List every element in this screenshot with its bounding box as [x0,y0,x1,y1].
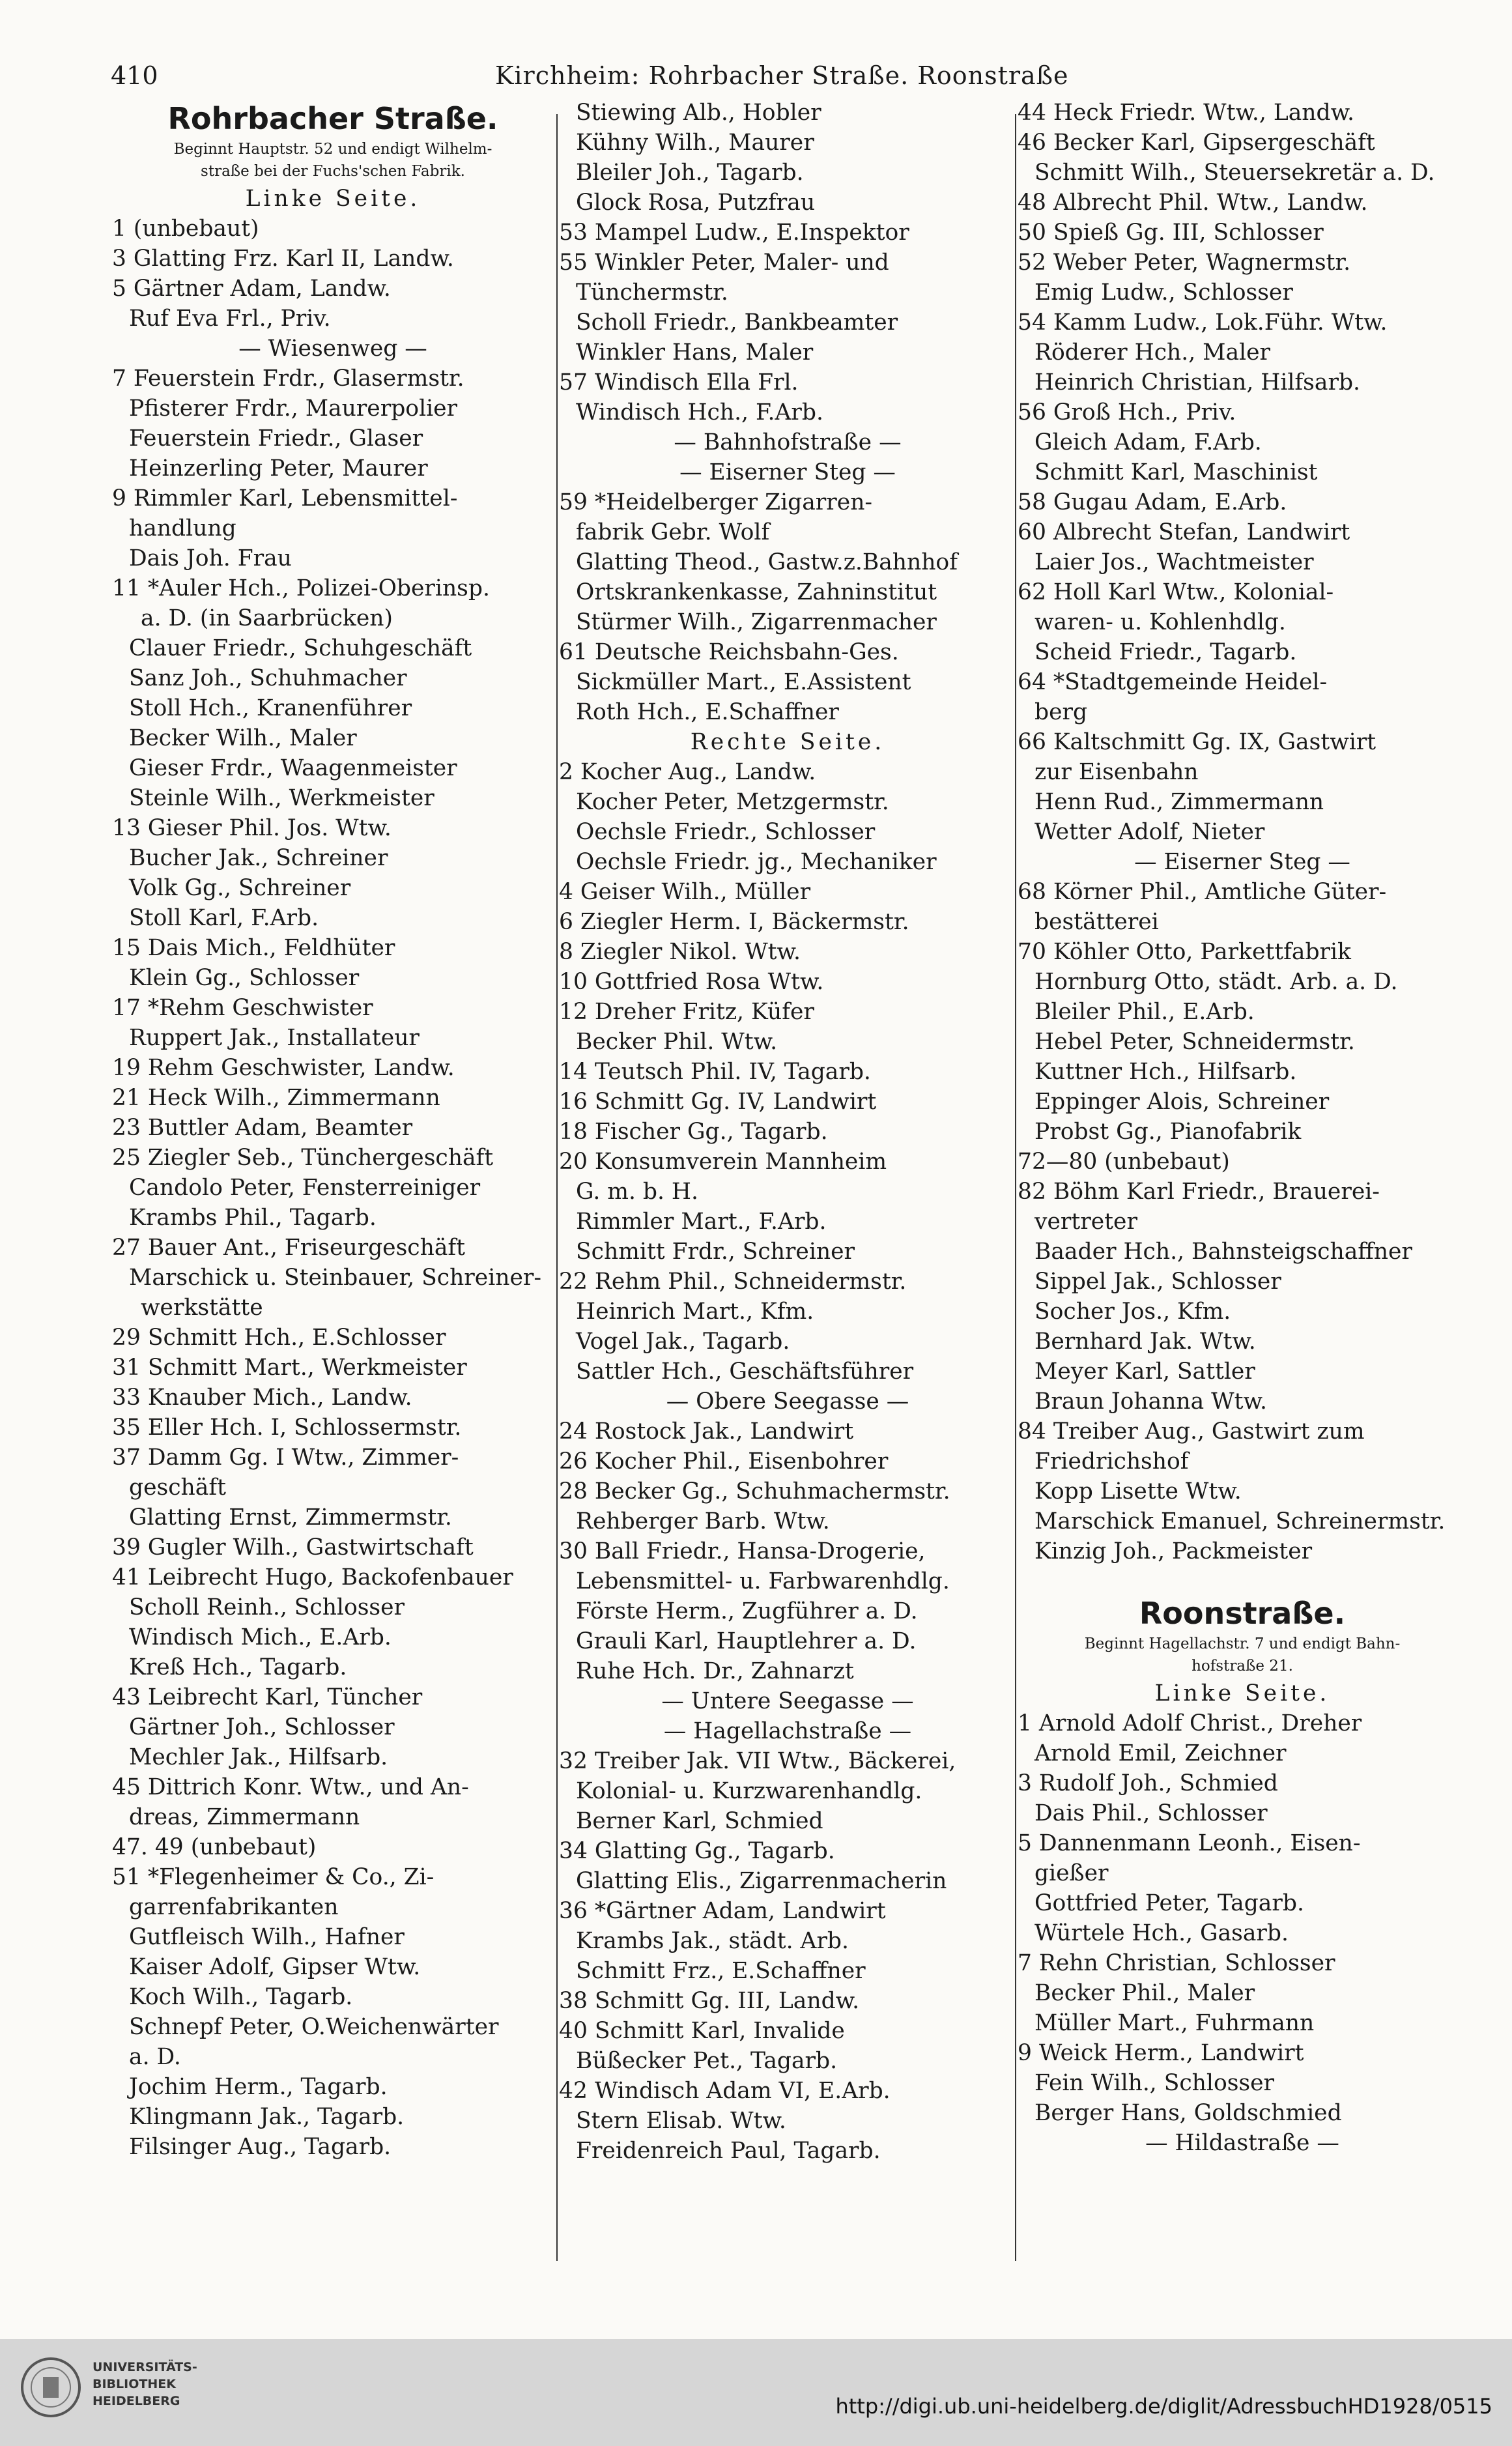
directory-entry: Bleiler Phil., E.Arb. [1034,999,1255,1025]
directory-entry: 42 Windisch Adam VI, E.Arb. [559,2078,891,2104]
directory-entry: Pfisterer Frdr., Maurerpolier [129,396,458,422]
directory-entry: 54 Kamm Ludw., Lok.Führ. Wtw. [1018,309,1388,336]
directory-entry: Rehberger Barb. Wtw. [576,1508,830,1534]
directory-entry: Marschick u. Steinbauer, Schreiner- [129,1265,542,1291]
directory-entry: 7 Feuerstein Frdr., Glasermstr. [112,366,464,392]
directory-entry: Kreß Hch., Tagarb. [129,1654,347,1680]
side-heading: Linke Seite. [245,186,421,212]
directory-entry: 20 Konsumverein Mannheim [559,1149,887,1175]
street-description: Beginnt Hauptstr. 52 und endigt Wilhelm- [173,141,492,158]
directory-entry: Scholl Friedr., Bankbeamter [576,309,898,336]
directory-entry: Gieser Frdr., Waagenmeister [129,755,457,781]
directory-entry: Friedrichshof [1034,1448,1189,1475]
directory-entry: Jochim Herm., Tagarb. [129,2074,388,2100]
directory-entry: Heinrich Mart., Kfm. [576,1299,814,1325]
directory-entry: Bucher Jak., Schreiner [129,845,388,871]
directory-entry: Stern Elisab. Wtw. [576,2108,786,2134]
directory-entry: Windisch Mich., E.Arb. [129,1624,392,1650]
page-header [111,56,1466,95]
directory-entry: 3 Glatting Frz. Karl II, Landw. [112,246,454,272]
cross-street: — Hagellachstraße — [663,1718,912,1744]
directory-entry: 18 Fischer Gg., Tagarb. [559,1119,828,1145]
directory-entry: Probst Gg., Pianofabrik [1034,1119,1302,1145]
directory-entry: 9 Weick Herm., Landwirt [1018,2040,1304,2066]
directory-entry: Koch Wilh., Tagarb. [129,1984,353,2010]
directory-entry: 28 Becker Gg., Schuhmachermstr. [559,1478,950,1504]
directory-entry: 40 Schmitt Karl, Invalide [559,2018,845,2044]
seal-icon [20,2356,82,2419]
directory-entry: Kocher Peter, Metzgermstr. [576,789,889,815]
directory-entry: Krambs Phil., Tagarb. [129,1205,377,1231]
directory-entry: Grauli Karl, Hauptlehrer a. D. [576,1628,917,1654]
cross-street: — Wiesenweg — [238,336,427,362]
logo-line: BIBLIOTHEK [93,2377,176,2391]
directory-entry: 70 Köhler Otto, Parkettfabrik [1018,939,1351,965]
directory-entry: Krambs Jak., städt. Arb. [576,1928,849,1954]
directory-entry: waren- u. Kohlenhdlg. [1034,609,1286,635]
directory-entry: Laier Jos., Wachtmeister [1034,549,1314,575]
directory-entry: Sattler Hch., Geschäftsführer [576,1359,914,1385]
side-heading: Linke Seite. [1154,1680,1330,1706]
directory-entry: Glock Rosa, Putzfrau [576,190,816,216]
directory-entry: 5 Dannenmann Leonh., Eisen- [1018,1830,1361,1856]
directory-entry: 25 Ziegler Seb., Tünchergeschäft [112,1145,494,1171]
directory-entry: Winkler Hans, Maler [576,339,814,366]
directory-entry: zur Eisenbahn [1034,759,1199,785]
directory-entry: Becker Phil., Maler [1034,1980,1255,2006]
logo-line: UNIVERSITÄTS- [93,2360,197,2374]
directory-entry: 37 Damm Gg. I Wtw., Zimmer- [112,1445,459,1471]
directory-entry: 36 *Gärtner Adam, Landwirt [559,1898,886,1924]
directory-entry: Schmitt Frdr., Schreiner [576,1239,855,1265]
directory-entry: 50 Spieß Gg. III, Schlosser [1018,220,1324,246]
directory-entry: Heinzerling Peter, Maurer [129,455,428,482]
directory-entry: Bernhard Jak. Wtw. [1034,1329,1256,1355]
directory-entry: Glatting Theod., Gastw.z.Bahnhof [576,549,958,575]
directory-entry: Vogel Jak., Tagarb. [576,1329,790,1355]
directory-entry: Gottfried Peter, Tagarb. [1034,1890,1304,1916]
directory-entry: Gärtner Joh., Schlosser [129,1714,395,1740]
directory-entry: 29 Schmitt Hch., E.Schlosser [112,1325,446,1351]
directory-entry: Müller Mart., Fuhrmann [1034,2010,1315,2036]
directory-entry: Berger Hans, Goldschmied [1034,2100,1342,2126]
directory-entry: garrenfabrikanten [129,1894,339,1920]
directory-entry: 14 Teutsch Phil. IV, Tagarb. [559,1059,871,1085]
directory-entry: Lebensmittel- u. Farbwarenhdlg. [576,1568,950,1594]
directory-entry: 43 Leibrecht Karl, Tüncher [112,1684,423,1710]
directory-entry: 66 Kaltschmitt Gg. IX, Gastwirt [1018,729,1376,755]
directory-entry: 24 Rostock Jak., Landwirt [559,1418,854,1445]
directory-entry: Kuttner Hch., Hilfsarb. [1034,1059,1297,1085]
directory-entry: Stoll Karl, F.Arb. [129,905,319,931]
directory-entry: Becker Phil. Wtw. [576,1029,778,1055]
directory-entry: Braun Johanna Wtw. [1034,1388,1267,1415]
directory-entry: Schmitt Wilh., Steuersekretär a. D. [1034,160,1435,186]
directory-entry: 58 Gugau Adam, E.Arb. [1018,489,1287,515]
directory-entry: Schnepf Peter, O.Weichenwärter [129,2014,499,2040]
directory-entry: Scheid Friedr., Tagarb. [1034,639,1297,665]
directory-entry: Schmitt Frz., E.Schaffner [576,1958,866,1984]
directory-entry: 8 Ziegler Nikol. Wtw. [559,939,801,965]
directory-entry: 30 Ball Friedr., Hansa-Drogerie, [559,1538,926,1564]
directory-entry: Glatting Elis., Zigarrenmacherin [576,1868,947,1894]
directory-entry: Kopp Lisette Wtw. [1034,1478,1242,1504]
directory-entry: Freidenreich Paul, Tagarb. [576,2138,881,2164]
directory-entry: 13 Gieser Phil. Jos. Wtw. [112,815,392,841]
directory-entry: 15 Dais Mich., Feldhüter [112,935,395,961]
directory-entry: 51 *Flegenheimer & Co., Zi- [112,1864,435,1890]
cross-street: — Eiserner Steg — [679,459,896,485]
directory-entry: 38 Schmitt Gg. III, Landw. [559,1988,860,2014]
directory-entry: Schmitt Karl, Maschinist [1034,459,1318,485]
directory-entry: Emig Ludw., Schlosser [1034,280,1293,306]
directory-entry: Roth Hch., E.Schaffner [576,699,839,725]
directory-entry: 53 Mampel Ludw., E.Inspektor [559,220,909,246]
directory-entry: Ruhe Hch. Dr., Zahnarzt [576,1658,854,1684]
page-number: 410 [111,61,158,90]
directory-entry: 47. 49 (unbebaut) [112,1834,317,1860]
directory-entry: 7 Rehn Christian, Schlosser [1018,1950,1335,1976]
directory-entry: Büßecker Pet., Tagarb. [576,2048,838,2074]
directory-entry: 60 Albrecht Stefan, Landwirt [1018,519,1350,545]
directory-entry: 34 Glatting Gg., Tagarb. [559,1838,835,1864]
directory-entry: Candolo Peter, Fensterreiniger [129,1175,481,1201]
directory-entry: 68 Körner Phil., Amtliche Güter- [1018,879,1387,905]
directory-entry: 62 Holl Karl Wtw., Kolonial- [1018,579,1334,605]
directory-entry: Stürmer Wilh., Zigarrenmacher [576,609,937,635]
directory-entry: Ruf Eva Frl., Priv. [129,306,331,332]
directory-entry: Heinrich Christian, Hilfsarb. [1034,369,1360,396]
directory-entry: Sippel Jak., Schlosser [1034,1269,1281,1295]
directory-entry: Röderer Hch., Maler [1034,339,1270,366]
directory-entry: gießer [1034,1860,1109,1886]
column-rule [556,114,558,2261]
street-heading: Roonstraße. [1139,1596,1346,1631]
directory-entry: 2 Kocher Aug., Landw. [559,759,816,785]
directory-entry: 72—80 (unbebaut) [1018,1149,1230,1175]
directory-entry: Kühny Wilh., Maurer [576,130,814,156]
directory-entry: 35 Eller Hch. I, Schlossermstr. [112,1415,462,1441]
column-right [1018,98,1467,2267]
directory-entry: 48 Albrecht Phil. Wtw., Landw. [1018,190,1368,216]
directory-entry: Mechler Jak., Hilfsarb. [129,1744,388,1770]
directory-entry: Klingmann Jak., Tagarb. [129,2104,405,2130]
directory-entry: bestätterei [1034,909,1159,935]
directory-entry: 26 Kocher Phil., Eisenbohrer [559,1448,889,1475]
directory-entry: Wetter Adolf, Nieter [1034,819,1265,845]
directory-entry: Windisch Hch., F.Arb. [576,399,823,425]
directory-entry: 10 Gottfried Rosa Wtw. [559,969,824,995]
directory-entry: Becker Wilh., Maler [129,725,357,751]
logo-line: HEIDELBERG [93,2394,180,2408]
cross-street: — Bahnhofstraße — [674,429,902,455]
directory-entry: Oechsle Friedr., Schlosser [576,819,876,845]
directory-entry: Oechsle Friedr. jg., Mechaniker [576,849,937,875]
directory-entry: Glatting Ernst, Zimmermstr. [129,1504,452,1531]
directory-entry: 9 Rimmler Karl, Lebensmittel- [112,485,458,511]
directory-entry: 56 Groß Hch., Priv. [1018,399,1236,425]
directory-entry: Würtele Hch., Gasarb. [1034,1920,1289,1946]
directory-entry: Steinle Wilh., Werkmeister [129,785,435,811]
directory-entry: 5 Gärtner Adam, Landw. [112,276,391,302]
column-left [112,98,554,2267]
directory-entry: werkstätte [141,1295,263,1321]
directory-entry: 19 Rehm Geschwister, Landw. [112,1055,455,1081]
directory-entry: 11 *Auler Hch., Polizei-Oberinsp. [112,575,490,601]
directory-entry: Socher Jos., Kfm. [1034,1299,1231,1325]
directory-entry: handlung [129,515,236,541]
footer-bar [0,2339,1512,2446]
directory-entry: 1 (unbebaut) [112,216,259,242]
directory-entry: Arnold Emil, Zeichner [1034,1740,1287,1766]
directory-entry: 64 *Stadtgemeinde Heidel- [1018,669,1328,695]
directory-entry: Fein Wilh., Schlosser [1034,2070,1275,2096]
directory-entry: Meyer Karl, Sattler [1034,1359,1255,1385]
directory-entry: 44 Heck Friedr. Wtw., Landw. [1018,100,1355,126]
directory-entry: Dais Joh. Frau [129,545,292,571]
directory-entry: 4 Geiser Wilh., Müller [559,879,811,905]
directory-entry: Berner Karl, Schmied [576,1808,823,1834]
directory-entry: Eppinger Alois, Schreiner [1034,1089,1330,1115]
cross-street: — Untere Seegasse — [661,1688,914,1714]
directory-entry: 46 Becker Karl, Gipsergeschäft [1018,130,1375,156]
source-url-link[interactable]: http://digi.ub.uni-heidelberg.de/diglit/AdressbuchHD1928/0515 [835,2394,1492,2419]
directory-entry: G. m. b. H. [576,1179,698,1205]
directory-entry: Marschick Emanuel, Schreinermstr. [1034,1508,1446,1534]
running-title: Kirchheim: Rohrbacher Straße. Roonstraße [495,61,1069,90]
street-description: straße bei der Fuchs'schen Fabrik. [201,163,465,180]
directory-entry: Förste Herm., Zugführer a. D. [576,1598,918,1624]
street-description: hofstraße 21. [1191,1658,1293,1675]
directory-entry: 61 Deutsche Reichsbahn-Ges. [559,639,899,665]
directory-entry: Klein Gg., Schlosser [129,965,360,991]
directory-entry: Gutfleisch Wilh., Hafner [129,1924,405,1950]
directory-entry: 12 Dreher Fritz, Küfer [559,999,814,1025]
directory-entry: Sickmüller Mart., E.Assistent [576,669,911,695]
directory-entry: 55 Winkler Peter, Maler- und [559,250,889,276]
directory-entry: 57 Windisch Ella Frl. [559,369,799,396]
directory-entry: 1 Arnold Adolf Christ., Dreher [1018,1710,1362,1736]
directory-entry: 84 Treiber Aug., Gastwirt zum [1018,1418,1365,1445]
directory-entry: 82 Böhm Karl Friedr., Brauerei- [1018,1179,1380,1205]
directory-entry: 21 Heck Wilh., Zimmermann [112,1085,440,1111]
directory-entry: Ortskrankenkasse, Zahninstitut [576,579,937,605]
directory-entry: Sanz Joh., Schuhmacher [129,665,407,691]
directory-entry: Tünchermstr. [576,280,728,306]
side-heading: Rechte Seite. [690,729,885,755]
directory-entry: geschäft [129,1475,226,1501]
directory-entry: 59 *Heidelberger Zigarren- [559,489,873,515]
directory-entry: Rimmler Mart., F.Arb. [576,1209,827,1235]
directory-entry: Stiewing Alb., Hobler [576,100,821,126]
directory-entry: berg [1034,699,1088,725]
directory-entry: Hornburg Otto, städt. Arb. a. D. [1034,969,1398,995]
directory-entry: 52 Weber Peter, Wagnermstr. [1018,250,1351,276]
directory-entry: Kolonial- u. Kurzwarenhandlg. [576,1778,922,1804]
directory-entry: Volk Gg., Schreiner [129,875,351,901]
directory-entry: 6 Ziegler Herm. I, Bäckermstr. [559,909,909,935]
directory-entry: a. D. [129,2044,181,2070]
directory-entry: 33 Knauber Mich., Landw. [112,1385,412,1411]
directory-entry: Stoll Hch., Kranenführer [129,695,412,721]
directory-entry: 3 Rudolf Joh., Schmied [1018,1770,1278,1796]
directory-entry: Scholl Reinh., Schlosser [129,1594,405,1620]
directory-entry: Filsinger Aug., Tagarb. [129,2134,392,2160]
directory-entry: 27 Bauer Ant., Friseurgeschäft [112,1235,466,1261]
directory-entry: Hebel Peter, Schneidermstr. [1034,1029,1355,1055]
directory-entry: Gleich Adam, F.Arb. [1034,429,1262,455]
column-middle [559,98,1016,2267]
directory-entry: 31 Schmitt Mart., Werkmeister [112,1355,467,1381]
directory-entry: 32 Treiber Jak. VII Wtw., Bäckerei, [559,1748,956,1774]
directory-entry: Clauer Friedr., Schuhgeschäft [129,635,472,661]
directory-entry: Ruppert Jak., Installateur [129,1025,420,1051]
directory-entry: vertreter [1034,1209,1137,1235]
library-logo[interactable] [20,2351,197,2423]
directory-entry: 39 Gugler Wilh., Gastwirtschaft [112,1534,474,1561]
directory-entry: 16 Schmitt Gg. IV, Landwirt [559,1089,877,1115]
directory-entry: Henn Rud., Zimmermann [1034,789,1324,815]
directory-entry: Feuerstein Friedr., Glaser [129,425,423,452]
cross-street: — Hildastraße — [1145,2130,1339,2156]
directory-entry: 22 Rehm Phil., Schneidermstr. [559,1269,907,1295]
directory-entry: 23 Buttler Adam, Beamter [112,1115,413,1141]
directory-entry: dreas, Zimmermann [129,1804,360,1830]
street-heading: Rohrbacher Straße. [167,101,498,136]
cross-street: — Obere Seegasse — [666,1388,909,1415]
directory-entry: Dais Phil., Schlosser [1034,1800,1268,1826]
directory-entry: 45 Dittrich Konr. Wtw., und An- [112,1774,469,1800]
library-name [93,2359,197,2410]
directory-entry: 41 Leibrecht Hugo, Backofenbauer [112,1564,513,1590]
directory-entry: a. D. (in Saarbrücken) [141,605,393,631]
directory-entry: 17 *Rehm Geschwister [112,995,373,1021]
directory-entry: Baader Hch., Bahnsteigschaffner [1034,1239,1412,1265]
directory-entry: fabrik Gebr. Wolf [576,519,770,545]
directory-entry: Kaiser Adolf, Gipser Wtw. [129,1954,421,1980]
directory-entry: Bleiler Joh., Tagarb. [576,160,804,186]
directory-entry: Kinzig Joh., Packmeister [1034,1538,1313,1564]
cross-street: — Eiserner Steg — [1134,849,1350,875]
street-description: Beginnt Hagellachstr. 7 und endigt Bahn- [1084,1635,1401,1652]
